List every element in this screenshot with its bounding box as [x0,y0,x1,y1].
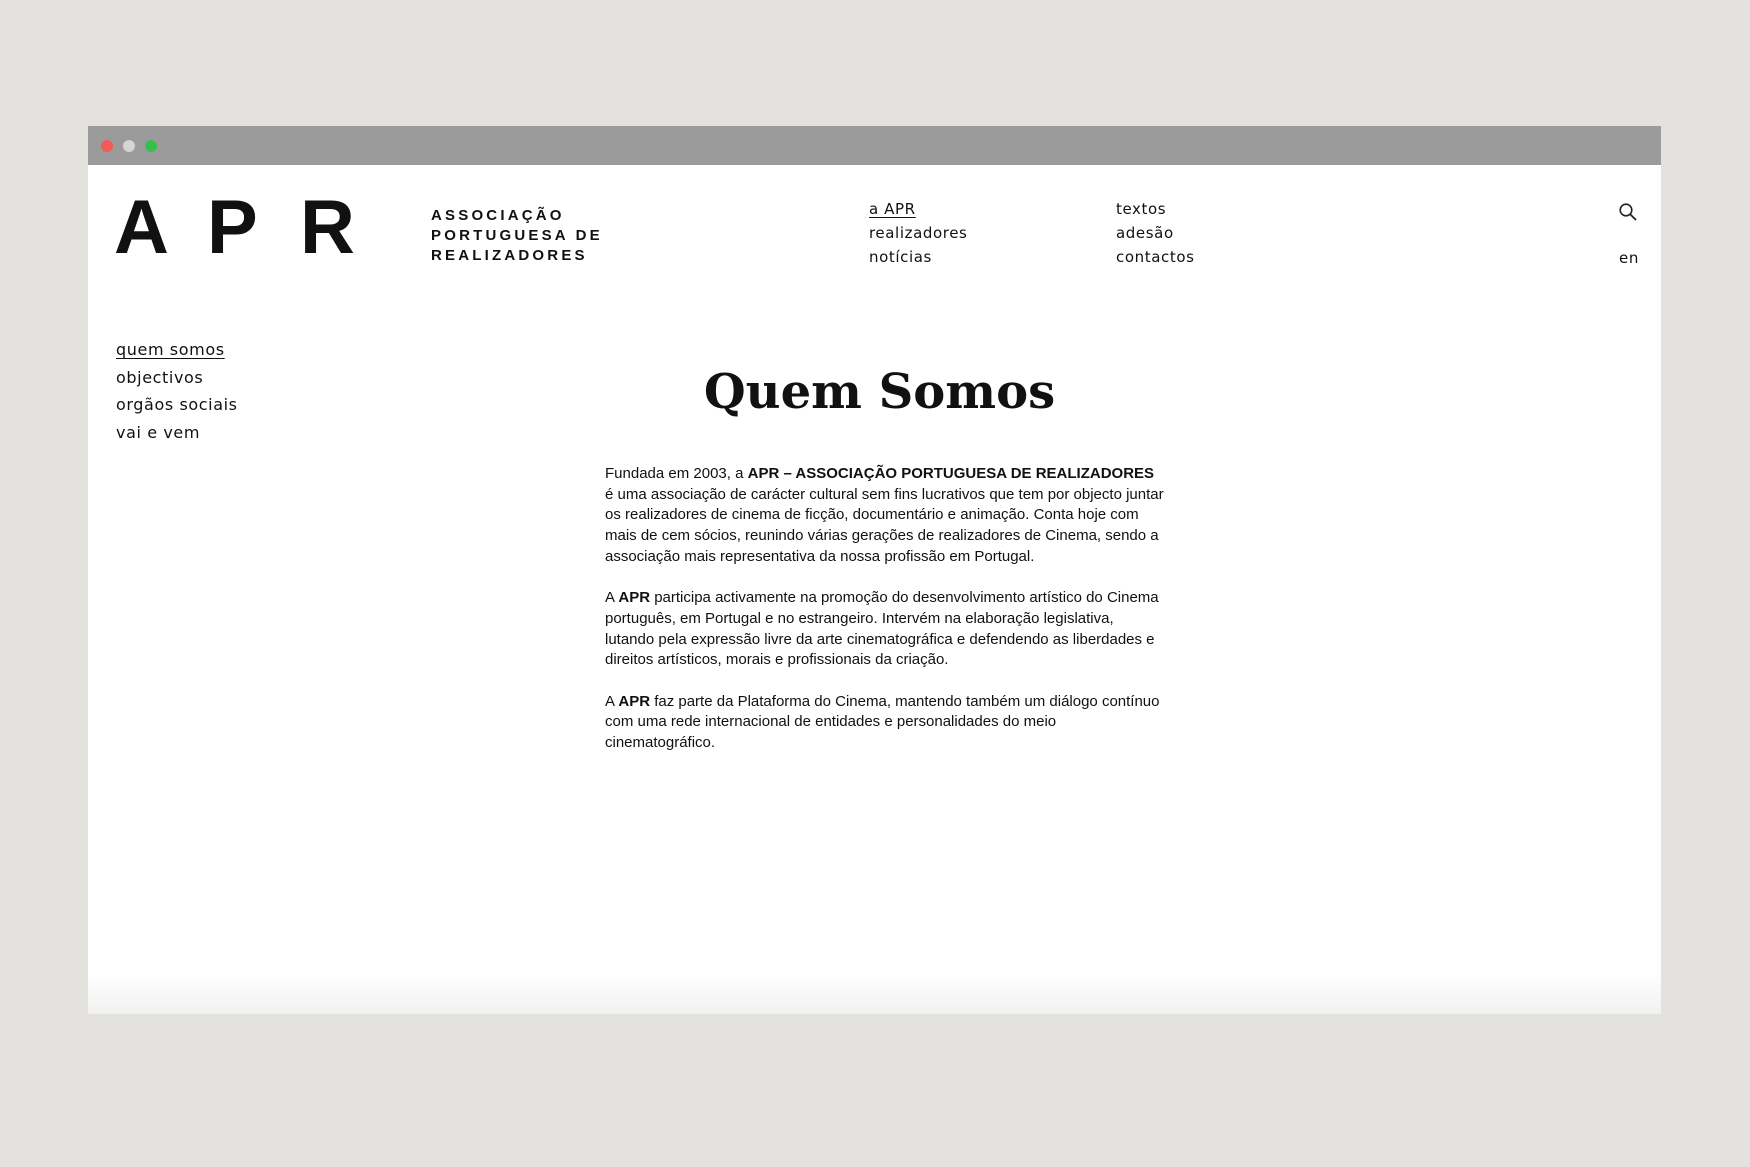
paragraph-1-intro: Fundada em 2003, a [605,465,748,482]
paragraph-3-text: faz parte da Plataforma do Cinema, mantendo também um diálogo contínuo com uma rede internacional de entidades e personalidades do meio cinematográfico. [605,692,1160,752]
sidebar-item-quem-somos[interactable]: quem somos [116,340,225,359]
apr-logo[interactable] [114,185,393,270]
paragraph-2 [605,588,1165,671]
nav-link-realizadores[interactable]: realizadores [869,224,968,242]
logo-letter-p: P [207,185,258,270]
sidebar-item-objectivos[interactable]: objectivos [116,367,204,387]
nav-link-noticias[interactable]: notícias [869,248,932,266]
org-name [431,206,603,266]
window-titlebar [88,126,1661,165]
paragraph-3-intro: A [605,692,619,710]
minimize-window-button[interactable] [123,140,135,152]
sidebar-item-vai-e-vem[interactable]: vai e vem [116,422,201,442]
close-window-button[interactable] [101,140,113,152]
paragraph-1-org-name: APR – ASSOCIAÇÃO PORTUGUESA DE REALIZADORES [747,465,1155,482]
main-nav-column-1 [869,197,967,269]
paragraph-3-org-name: APR [618,692,651,710]
nav-link-adesao[interactable]: adesão [1116,224,1174,242]
org-name-line-3: REALIZADORES [431,247,588,264]
paragraph-2-org-name: APR [618,589,651,607]
nav-link-a-apr[interactable]: a APR [869,200,916,218]
language-switch-en[interactable]: en [1619,249,1639,267]
logo-letter-r: R [300,185,355,270]
browser-window [88,126,1661,1014]
nav-link-contactos[interactable]: contactos [1116,248,1195,266]
maximize-window-button[interactable] [145,140,157,152]
paragraph-3 [605,692,1165,754]
main-nav-column-2 [1116,197,1195,269]
paragraph-2-text: participa activamente na promoção do desenvolvimento artístico do Cinema português, em Portugal e no estrangeiro. Intervém na elaboração legislativa, lutando pela expressão livre da arte cinematográfica e defendendo as liberdades e direitos artísticos, morais e profissionais da criação. [605,589,1159,669]
org-name-line-2: PORTUGUESA DE [431,227,603,244]
org-name-line-1: ASSOCIAÇÃO [431,207,565,224]
sidebar-item-orgaos-sociais[interactable]: orgãos sociais [116,395,238,414]
page-title: Quem Somos [703,364,1056,420]
logo-letter-a: A [114,185,169,270]
article-body [605,464,1165,775]
paragraph-1-text: é uma associação de carácter cultural sem fins lucrativos que tem por objecto juntar os realizadores de cinema de ficção, documentário e animação. Conta hoje com mais de cem sócios, reunindo várias gerações de realizadores de Cinema, sendo a associação mais representativa da nossa profissão em Portugal. [605,485,1164,565]
paragraph-2-intro: A [605,589,619,607]
search-icon[interactable] [1618,202,1638,222]
nav-link-textos[interactable]: textos [1116,200,1167,218]
paragraph-1 [605,464,1165,568]
